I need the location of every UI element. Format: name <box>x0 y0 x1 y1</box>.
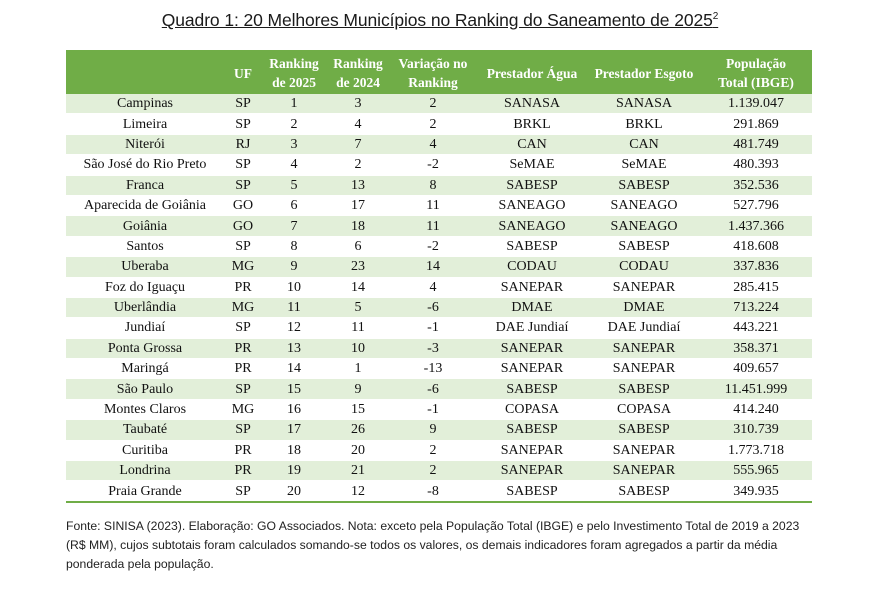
cell-prestador-agua: SeMAE <box>476 155 588 175</box>
cell-prestador-agua: SANEPAR <box>476 359 588 379</box>
table-row <box>66 440 812 460</box>
cell-prestador-agua: SANEPAR <box>476 338 588 358</box>
cell-prestador-agua: SABESP <box>476 236 588 256</box>
cell-populacao: 1.139.047 <box>700 94 812 114</box>
cell-uf: SP <box>224 420 262 440</box>
cell-variacao: -6 <box>390 379 476 399</box>
cell-uf: SP <box>224 481 262 502</box>
cell-populacao: 11.451.999 <box>700 379 812 399</box>
cell-ranking-2025: 1 <box>262 94 326 114</box>
header-variacao-line2: Ranking <box>408 75 458 90</box>
header-ranking-2024-line1: Ranking <box>333 56 383 71</box>
table-title <box>0 10 880 31</box>
header-populacao-line2: Total (IBGE) <box>718 75 794 90</box>
cell-ranking-2024: 11 <box>326 318 390 338</box>
cell-ranking-2024: 14 <box>326 277 390 297</box>
cell-prestador-esgoto: SABESP <box>588 379 700 399</box>
cell-prestador-esgoto: CAN <box>588 134 700 154</box>
cell-variacao: 2 <box>390 94 476 114</box>
table-row <box>66 420 812 440</box>
cell-variacao: -6 <box>390 297 476 317</box>
table-row <box>66 236 812 256</box>
cell-ranking-2024: 2 <box>326 155 390 175</box>
cell-uf: PR <box>224 461 262 481</box>
cell-prestador-esgoto: SANEAGO <box>588 195 700 215</box>
cell-populacao: 414.240 <box>700 399 812 419</box>
cell-municipio: Campinas <box>66 94 224 114</box>
cell-variacao: -2 <box>390 236 476 256</box>
cell-municipio: Taubaté <box>66 420 224 440</box>
cell-prestador-esgoto: BRKL <box>588 114 700 134</box>
cell-variacao: 11 <box>390 195 476 215</box>
cell-prestador-agua: SANEAGO <box>476 216 588 236</box>
cell-variacao: -1 <box>390 318 476 338</box>
cell-ranking-2024: 20 <box>326 440 390 460</box>
cell-municipio: Jundiaí <box>66 318 224 338</box>
cell-populacao: 310.739 <box>700 420 812 440</box>
cell-populacao: 358.371 <box>700 338 812 358</box>
cell-ranking-2025: 11 <box>262 297 326 317</box>
cell-prestador-agua: SANASA <box>476 94 588 114</box>
cell-municipio: Foz do Iguaçu <box>66 277 224 297</box>
cell-variacao: -3 <box>390 338 476 358</box>
cell-prestador-esgoto: SANEPAR <box>588 461 700 481</box>
cell-ranking-2025: 12 <box>262 318 326 338</box>
cell-variacao: 2 <box>390 440 476 460</box>
cell-populacao: 527.796 <box>700 195 812 215</box>
cell-municipio: Uberlândia <box>66 297 224 317</box>
cell-prestador-agua: SANEPAR <box>476 277 588 297</box>
cell-uf: PR <box>224 338 262 358</box>
table-body <box>66 94 812 502</box>
source-note: Fonte: SINISA (2023). Elaboração: GO Associados. Nota: exceto pela População Total (IBGE) e pelo Investimento Total de 2019 a 2023 (R$ MM), cujos subtotais foram calculados somando-se todos os valores, os demais indicadores foram agregados a partir da média ponderada pela população. <box>66 519 800 571</box>
cell-municipio: Praia Grande <box>66 481 224 502</box>
cell-variacao: -8 <box>390 481 476 502</box>
table-row <box>66 277 812 297</box>
cell-populacao: 1.773.718 <box>700 440 812 460</box>
cell-uf: MG <box>224 297 262 317</box>
cell-populacao: 337.836 <box>700 257 812 277</box>
cell-uf: GO <box>224 195 262 215</box>
cell-prestador-agua: SABESP <box>476 379 588 399</box>
table-row <box>66 175 812 195</box>
cell-ranking-2024: 7 <box>326 134 390 154</box>
cell-ranking-2024: 1 <box>326 359 390 379</box>
cell-populacao: 291.869 <box>700 114 812 134</box>
cell-ranking-2024: 10 <box>326 338 390 358</box>
cell-municipio: Franca <box>66 175 224 195</box>
cell-prestador-esgoto: COPASA <box>588 399 700 419</box>
cell-ranking-2024: 3 <box>326 94 390 114</box>
cell-ranking-2024: 17 <box>326 195 390 215</box>
cell-populacao: 481.749 <box>700 134 812 154</box>
cell-uf: MG <box>224 257 262 277</box>
cell-prestador-agua: CAN <box>476 134 588 154</box>
cell-populacao: 418.608 <box>700 236 812 256</box>
cell-variacao: 2 <box>390 114 476 134</box>
table-row <box>66 481 812 502</box>
table-row <box>66 257 812 277</box>
cell-variacao: 8 <box>390 175 476 195</box>
cell-prestador-esgoto: SANEAGO <box>588 216 700 236</box>
cell-ranking-2024: 26 <box>326 420 390 440</box>
cell-municipio: Maringá <box>66 359 224 379</box>
table-row <box>66 359 812 379</box>
header-prestador-agua: Prestador Água <box>476 51 588 94</box>
cell-variacao: 4 <box>390 134 476 154</box>
cell-variacao: 9 <box>390 420 476 440</box>
cell-ranking-2024: 4 <box>326 114 390 134</box>
cell-uf: SP <box>224 114 262 134</box>
header-ranking-2024 <box>326 51 390 94</box>
cell-municipio: Montes Claros <box>66 399 224 419</box>
cell-variacao: 4 <box>390 277 476 297</box>
cell-ranking-2025: 18 <box>262 440 326 460</box>
cell-prestador-esgoto: SANEPAR <box>588 440 700 460</box>
cell-populacao: 1.437.366 <box>700 216 812 236</box>
footnote-marker: 2 <box>712 11 719 22</box>
cell-ranking-2024: 9 <box>326 379 390 399</box>
table-row <box>66 216 812 236</box>
header-populacao <box>700 51 812 94</box>
cell-uf: SP <box>224 155 262 175</box>
cell-prestador-agua: BRKL <box>476 114 588 134</box>
ranking-table <box>66 50 812 503</box>
cell-ranking-2025: 8 <box>262 236 326 256</box>
cell-prestador-agua: CODAU <box>476 257 588 277</box>
cell-variacao: -2 <box>390 155 476 175</box>
table-row <box>66 338 812 358</box>
header-prestador-esgoto: Prestador Esgoto <box>588 51 700 94</box>
cell-populacao: 443.221 <box>700 318 812 338</box>
cell-municipio: Ponta Grossa <box>66 338 224 358</box>
cell-prestador-esgoto: SANEPAR <box>588 277 700 297</box>
cell-ranking-2025: 20 <box>262 481 326 502</box>
cell-municipio: São José do Rio Preto <box>66 155 224 175</box>
table-row <box>66 461 812 481</box>
cell-ranking-2025: 5 <box>262 175 326 195</box>
cell-municipio: Curitiba <box>66 440 224 460</box>
table-row <box>66 114 812 134</box>
cell-uf: MG <box>224 399 262 419</box>
cell-ranking-2025: 3 <box>262 134 326 154</box>
cell-ranking-2024: 5 <box>326 297 390 317</box>
cell-variacao: -13 <box>390 359 476 379</box>
cell-populacao: 409.657 <box>700 359 812 379</box>
header-ranking-2025-line2: de 2025 <box>272 75 316 90</box>
table-row <box>66 134 812 154</box>
cell-populacao: 713.224 <box>700 297 812 317</box>
cell-ranking-2024: 6 <box>326 236 390 256</box>
cell-municipio: São Paulo <box>66 379 224 399</box>
cell-prestador-esgoto: SABESP <box>588 481 700 502</box>
cell-uf: SP <box>224 175 262 195</box>
cell-ranking-2024: 13 <box>326 175 390 195</box>
header-uf: UF <box>224 51 262 94</box>
cell-variacao: -1 <box>390 399 476 419</box>
cell-ranking-2025: 9 <box>262 257 326 277</box>
cell-municipio: Niterói <box>66 134 224 154</box>
cell-ranking-2025: 6 <box>262 195 326 215</box>
cell-prestador-esgoto: DMAE <box>588 297 700 317</box>
cell-variacao: 11 <box>390 216 476 236</box>
table-row <box>66 195 812 215</box>
header-row <box>66 51 812 94</box>
cell-prestador-agua: DMAE <box>476 297 588 317</box>
cell-prestador-esgoto: SeMAE <box>588 155 700 175</box>
cell-variacao: 2 <box>390 461 476 481</box>
cell-uf: SP <box>224 318 262 338</box>
cell-populacao: 555.965 <box>700 461 812 481</box>
header-ranking-2025-line1: Ranking <box>269 56 319 71</box>
cell-prestador-agua: SANEPAR <box>476 440 588 460</box>
cell-ranking-2024: 12 <box>326 481 390 502</box>
header-ranking-2024-line2: de 2024 <box>336 75 380 90</box>
cell-ranking-2024: 21 <box>326 461 390 481</box>
table-row <box>66 318 812 338</box>
cell-populacao: 480.393 <box>700 155 812 175</box>
table-row <box>66 297 812 317</box>
cell-prestador-agua: SANEAGO <box>476 195 588 215</box>
cell-municipio: Goiânia <box>66 216 224 236</box>
cell-populacao: 285.415 <box>700 277 812 297</box>
cell-prestador-esgoto: DAE Jundiaí <box>588 318 700 338</box>
header-variacao-line1: Variação no <box>398 56 468 71</box>
cell-ranking-2025: 13 <box>262 338 326 358</box>
table-row <box>66 399 812 419</box>
cell-municipio: Aparecida de Goiânia <box>66 195 224 215</box>
cell-ranking-2025: 19 <box>262 461 326 481</box>
cell-uf: PR <box>224 359 262 379</box>
header-populacao-line1: População <box>725 56 786 71</box>
cell-prestador-esgoto: CODAU <box>588 257 700 277</box>
cell-ranking-2025: 14 <box>262 359 326 379</box>
cell-uf: GO <box>224 216 262 236</box>
cell-prestador-esgoto: SABESP <box>588 175 700 195</box>
cell-ranking-2025: 17 <box>262 420 326 440</box>
cell-uf: SP <box>224 94 262 114</box>
cell-municipio: Limeira <box>66 114 224 134</box>
title-text: Quadro 1: 20 Melhores Municípios no Ranking do Saneamento de 2025 <box>161 10 713 30</box>
cell-municipio: Uberaba <box>66 257 224 277</box>
cell-municipio: Santos <box>66 236 224 256</box>
cell-prestador-agua: SABESP <box>476 420 588 440</box>
cell-prestador-agua: SABESP <box>476 481 588 502</box>
cell-ranking-2024: 18 <box>326 216 390 236</box>
cell-ranking-2024: 15 <box>326 399 390 419</box>
cell-ranking-2025: 16 <box>262 399 326 419</box>
cell-ranking-2025: 2 <box>262 114 326 134</box>
cell-prestador-esgoto: SANEPAR <box>588 359 700 379</box>
cell-uf: SP <box>224 236 262 256</box>
cell-prestador-agua: SANEPAR <box>476 461 588 481</box>
cell-ranking-2024: 23 <box>326 257 390 277</box>
cell-prestador-agua: DAE Jundiaí <box>476 318 588 338</box>
cell-municipio: Londrina <box>66 461 224 481</box>
header-ranking-2025 <box>262 51 326 94</box>
cell-ranking-2025: 15 <box>262 379 326 399</box>
table-row <box>66 155 812 175</box>
cell-variacao: 14 <box>390 257 476 277</box>
cell-prestador-esgoto: SANASA <box>588 94 700 114</box>
cell-ranking-2025: 4 <box>262 155 326 175</box>
table-row <box>66 379 812 399</box>
cell-prestador-esgoto: SABESP <box>588 236 700 256</box>
header-municipio <box>66 51 224 94</box>
cell-prestador-agua: COPASA <box>476 399 588 419</box>
header-variacao <box>390 51 476 94</box>
cell-prestador-agua: SABESP <box>476 175 588 195</box>
cell-uf: PR <box>224 440 262 460</box>
cell-prestador-esgoto: SABESP <box>588 420 700 440</box>
cell-populacao: 352.536 <box>700 175 812 195</box>
cell-uf: PR <box>224 277 262 297</box>
cell-prestador-esgoto: SANEPAR <box>588 338 700 358</box>
table-row <box>66 94 812 114</box>
cell-uf: SP <box>224 379 262 399</box>
cell-populacao: 349.935 <box>700 481 812 502</box>
cell-uf: RJ <box>224 134 262 154</box>
cell-ranking-2025: 7 <box>262 216 326 236</box>
cell-ranking-2025: 10 <box>262 277 326 297</box>
